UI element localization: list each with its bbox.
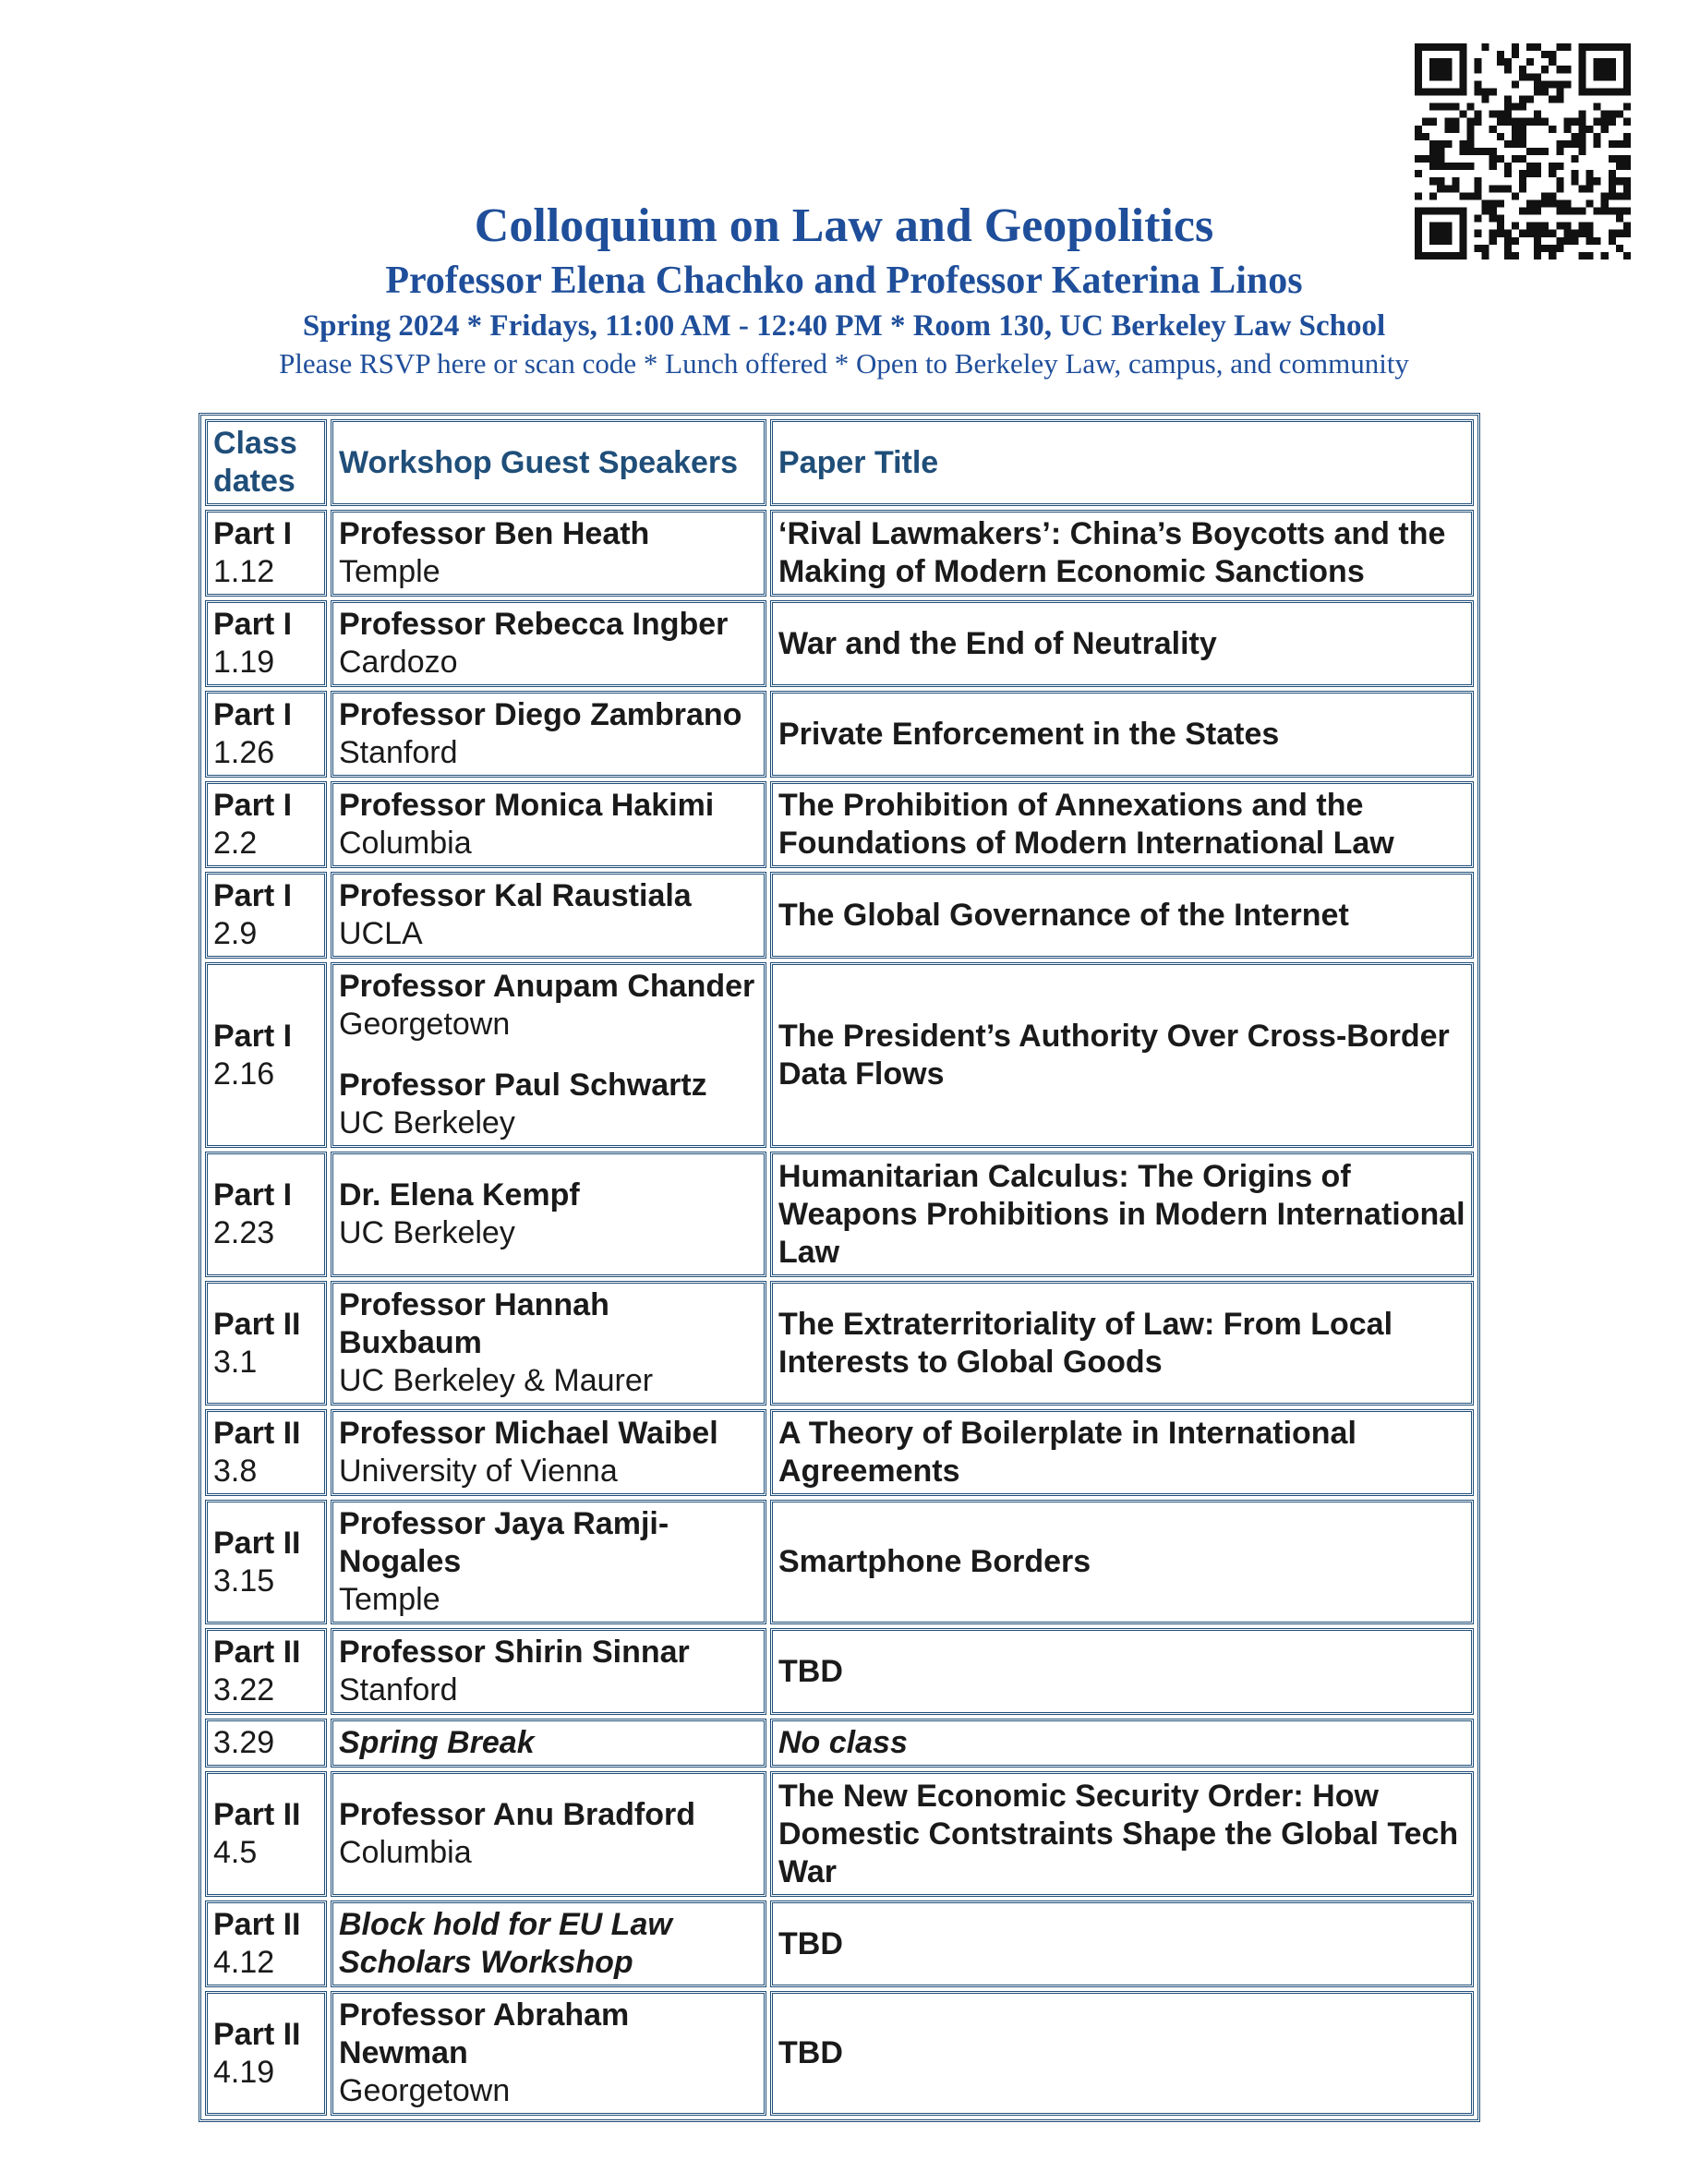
date-cell — [205, 962, 327, 1148]
date-cell — [205, 1281, 327, 1406]
speaker-affiliation: Stanford — [339, 1672, 458, 1707]
speaker-affiliation: Temple — [339, 554, 440, 589]
speaker-cell: Block hold for EU Law Scholars Workshop — [331, 1900, 766, 1987]
speaker-affiliation: Cardozo — [339, 645, 458, 680]
speaker-name: Professor Rebecca Ingber — [339, 607, 729, 642]
date-label: 1.26 — [213, 735, 275, 770]
part-label: Part I — [213, 697, 293, 732]
speaker-name: Professor Anu Bradford — [339, 1797, 696, 1832]
date-cell — [205, 1991, 327, 2116]
speaker-name: Professor Ben Heath — [339, 516, 650, 551]
table-row — [205, 1152, 1474, 1277]
page-header — [0, 196, 1688, 382]
table-row — [205, 1281, 1474, 1406]
date-cell — [205, 1500, 327, 1624]
speaker-name: Professor Michael Waibel — [339, 1416, 718, 1451]
speaker-name: Professor Jaya Ramji-Nogales — [339, 1506, 669, 1579]
paper-title-cell: The Global Governance of the Internet — [770, 872, 1474, 959]
paper-title-cell: The Prohibition of Annexations and the Foundations of Modern International Law — [770, 781, 1474, 868]
speaker-cell — [331, 962, 766, 1148]
rsvp-line: Please RSVP here or scan code * Lunch offered * Open to Berkeley Law, campus, and community — [279, 347, 1409, 380]
table-row — [205, 691, 1474, 778]
paper-title-cell: TBD — [770, 1991, 1474, 2116]
table-header-row — [205, 419, 1474, 506]
paper-title-cell: No class — [770, 1719, 1474, 1768]
speaker-affiliation: Georgetown — [339, 2073, 511, 2108]
table-row — [205, 510, 1474, 597]
speaker-affiliation: UC Berkeley — [339, 1215, 515, 1250]
date-cell — [205, 781, 327, 868]
speaker-cell: Spring Break — [331, 1719, 766, 1768]
paper-title-cell: TBD — [770, 1900, 1474, 1987]
speaker-cell — [331, 1628, 766, 1715]
table-row — [205, 1719, 1474, 1768]
header-class-dates: Class dates — [205, 419, 327, 506]
speaker-affiliation: University of Vienna — [339, 1454, 618, 1489]
date-cell — [205, 1771, 327, 1897]
speaker-cell — [331, 781, 766, 868]
date-cell — [205, 1409, 327, 1496]
date-label: 2.9 — [213, 916, 258, 951]
speaker-cell — [331, 1771, 766, 1897]
paper-title-cell: Humanitarian Calculus: The Origins of Weapons Prohibitions in Modern International Law — [770, 1152, 1474, 1277]
speaker-affiliation: Columbia — [339, 826, 472, 861]
part-label: Part I — [213, 1177, 293, 1213]
date-label: 3.22 — [213, 1672, 275, 1707]
part-label: Part I — [213, 1018, 293, 1054]
speaker-cell — [331, 691, 766, 778]
part-label: Part I — [213, 516, 293, 551]
speaker-name: Professor Shirin Sinnar — [339, 1635, 690, 1670]
table-row — [205, 1500, 1474, 1624]
date-label: 4.12 — [213, 1945, 275, 1980]
speaker-name: Dr. Elena Kempf — [339, 1177, 580, 1213]
part-label: Part II — [213, 2016, 301, 2052]
speaker-cell — [331, 1991, 766, 2116]
speaker-affiliation: UC Berkeley & Maurer — [339, 1363, 654, 1398]
paper-title-cell: Smartphone Borders — [770, 1500, 1474, 1624]
paper-title-cell: The President’s Authority Over Cross-Border Data Flows — [770, 962, 1474, 1148]
speaker-affiliation-2: UC Berkeley — [339, 1105, 515, 1140]
paper-title-cell: The Extraterritoriality of Law: From Local Interests to Global Goods — [770, 1281, 1474, 1406]
speaker-name: Professor Monica Hakimi — [339, 788, 715, 823]
date-cell — [205, 691, 327, 778]
speaker-cell — [331, 600, 766, 687]
speaker-cell — [331, 1281, 766, 1406]
part-label: Part II — [213, 1907, 301, 1942]
speaker-name: Professor Hannah Buxbaum — [339, 1287, 609, 1360]
speaker-cell — [331, 510, 766, 597]
table-row — [205, 1628, 1474, 1715]
date-cell — [205, 510, 327, 597]
part-label: Part II — [213, 1306, 301, 1342]
table-row — [205, 1771, 1474, 1897]
date-cell — [205, 1628, 327, 1715]
paper-title-cell: The New Economic Security Order: How Domestic Contstraints Shape the Global Tech War — [770, 1771, 1474, 1897]
date-label: 4.19 — [213, 2054, 275, 2090]
table-row — [205, 962, 1474, 1148]
date-cell — [205, 1900, 327, 1987]
speaker-cell — [331, 1409, 766, 1496]
date-label: 1.12 — [213, 554, 275, 589]
part-label: Part II — [213, 1635, 301, 1670]
speaker-affiliation: Columbia — [339, 1835, 472, 1870]
table-row — [205, 1991, 1474, 2116]
part-label: Part I — [213, 878, 293, 913]
paper-title-cell: ‘Rival Lawmakers’: China’s Boycotts and the Making of Modern Economic Sanctions — [770, 510, 1474, 597]
header-paper-title: Paper Title — [770, 419, 1474, 506]
date-label: 2.23 — [213, 1215, 275, 1250]
speaker-affiliation: UCLA — [339, 916, 423, 951]
table-row — [205, 600, 1474, 687]
speaker-cell — [331, 872, 766, 959]
part-label: Part II — [213, 1525, 301, 1561]
date-label: 2.16 — [213, 1056, 275, 1092]
paper-title-cell: A Theory of Boilerplate in International Agreements — [770, 1409, 1474, 1496]
part-label: Part I — [213, 607, 293, 642]
speaker-name-2: Professor Paul Schwartz — [339, 1068, 707, 1103]
speaker-cell — [331, 1500, 766, 1624]
paper-title-cell: Private Enforcement in the States — [770, 691, 1474, 778]
part-label: Part II — [213, 1416, 301, 1451]
speaker-affiliation: Georgetown — [339, 1007, 511, 1042]
date-label: 3.1 — [213, 1344, 258, 1380]
date-cell — [205, 600, 327, 687]
date-cell — [205, 1719, 327, 1768]
table-row — [205, 872, 1474, 959]
date-label: 3.15 — [213, 1563, 275, 1599]
table-row — [205, 781, 1474, 868]
page-title: Colloquium on Law and Geopolitics — [474, 199, 1214, 252]
date-cell — [205, 1152, 327, 1277]
speaker-name: Professor Diego Zambrano — [339, 697, 742, 732]
speaker-name: Professor Anupam Chander — [339, 969, 755, 1004]
table-row — [205, 1409, 1474, 1496]
date-label: 3.8 — [213, 1454, 258, 1489]
date-label: 3.29 — [213, 1725, 275, 1760]
date-label: 1.19 — [213, 645, 275, 680]
date-label: 4.5 — [213, 1835, 258, 1870]
paper-title-cell: War and the End of Neutrality — [770, 600, 1474, 687]
paper-title-cell: TBD — [770, 1628, 1474, 1715]
schedule-table — [199, 413, 1480, 2122]
table-row — [205, 1900, 1474, 1987]
part-label: Part I — [213, 788, 293, 823]
date-cell — [205, 872, 327, 959]
header-speakers: Workshop Guest Speakers — [331, 419, 766, 506]
professors-line: Professor Elena Chachko and Professor Katerina Linos — [385, 259, 1303, 302]
speaker-affiliation: Stanford — [339, 735, 458, 770]
part-label: Part II — [213, 1797, 301, 1832]
date-label: 2.2 — [213, 826, 258, 861]
speaker-affiliation: Temple — [339, 1582, 440, 1617]
speaker-name: Professor Kal Raustiala — [339, 878, 692, 913]
speaker-cell — [331, 1152, 766, 1277]
speaker-name: Professor Abraham Newman — [339, 1997, 630, 2070]
schedule-line: Spring 2024 * Fridays, 11:00 AM - 12:40 PM * Room 130, UC Berkeley Law School — [302, 309, 1386, 343]
